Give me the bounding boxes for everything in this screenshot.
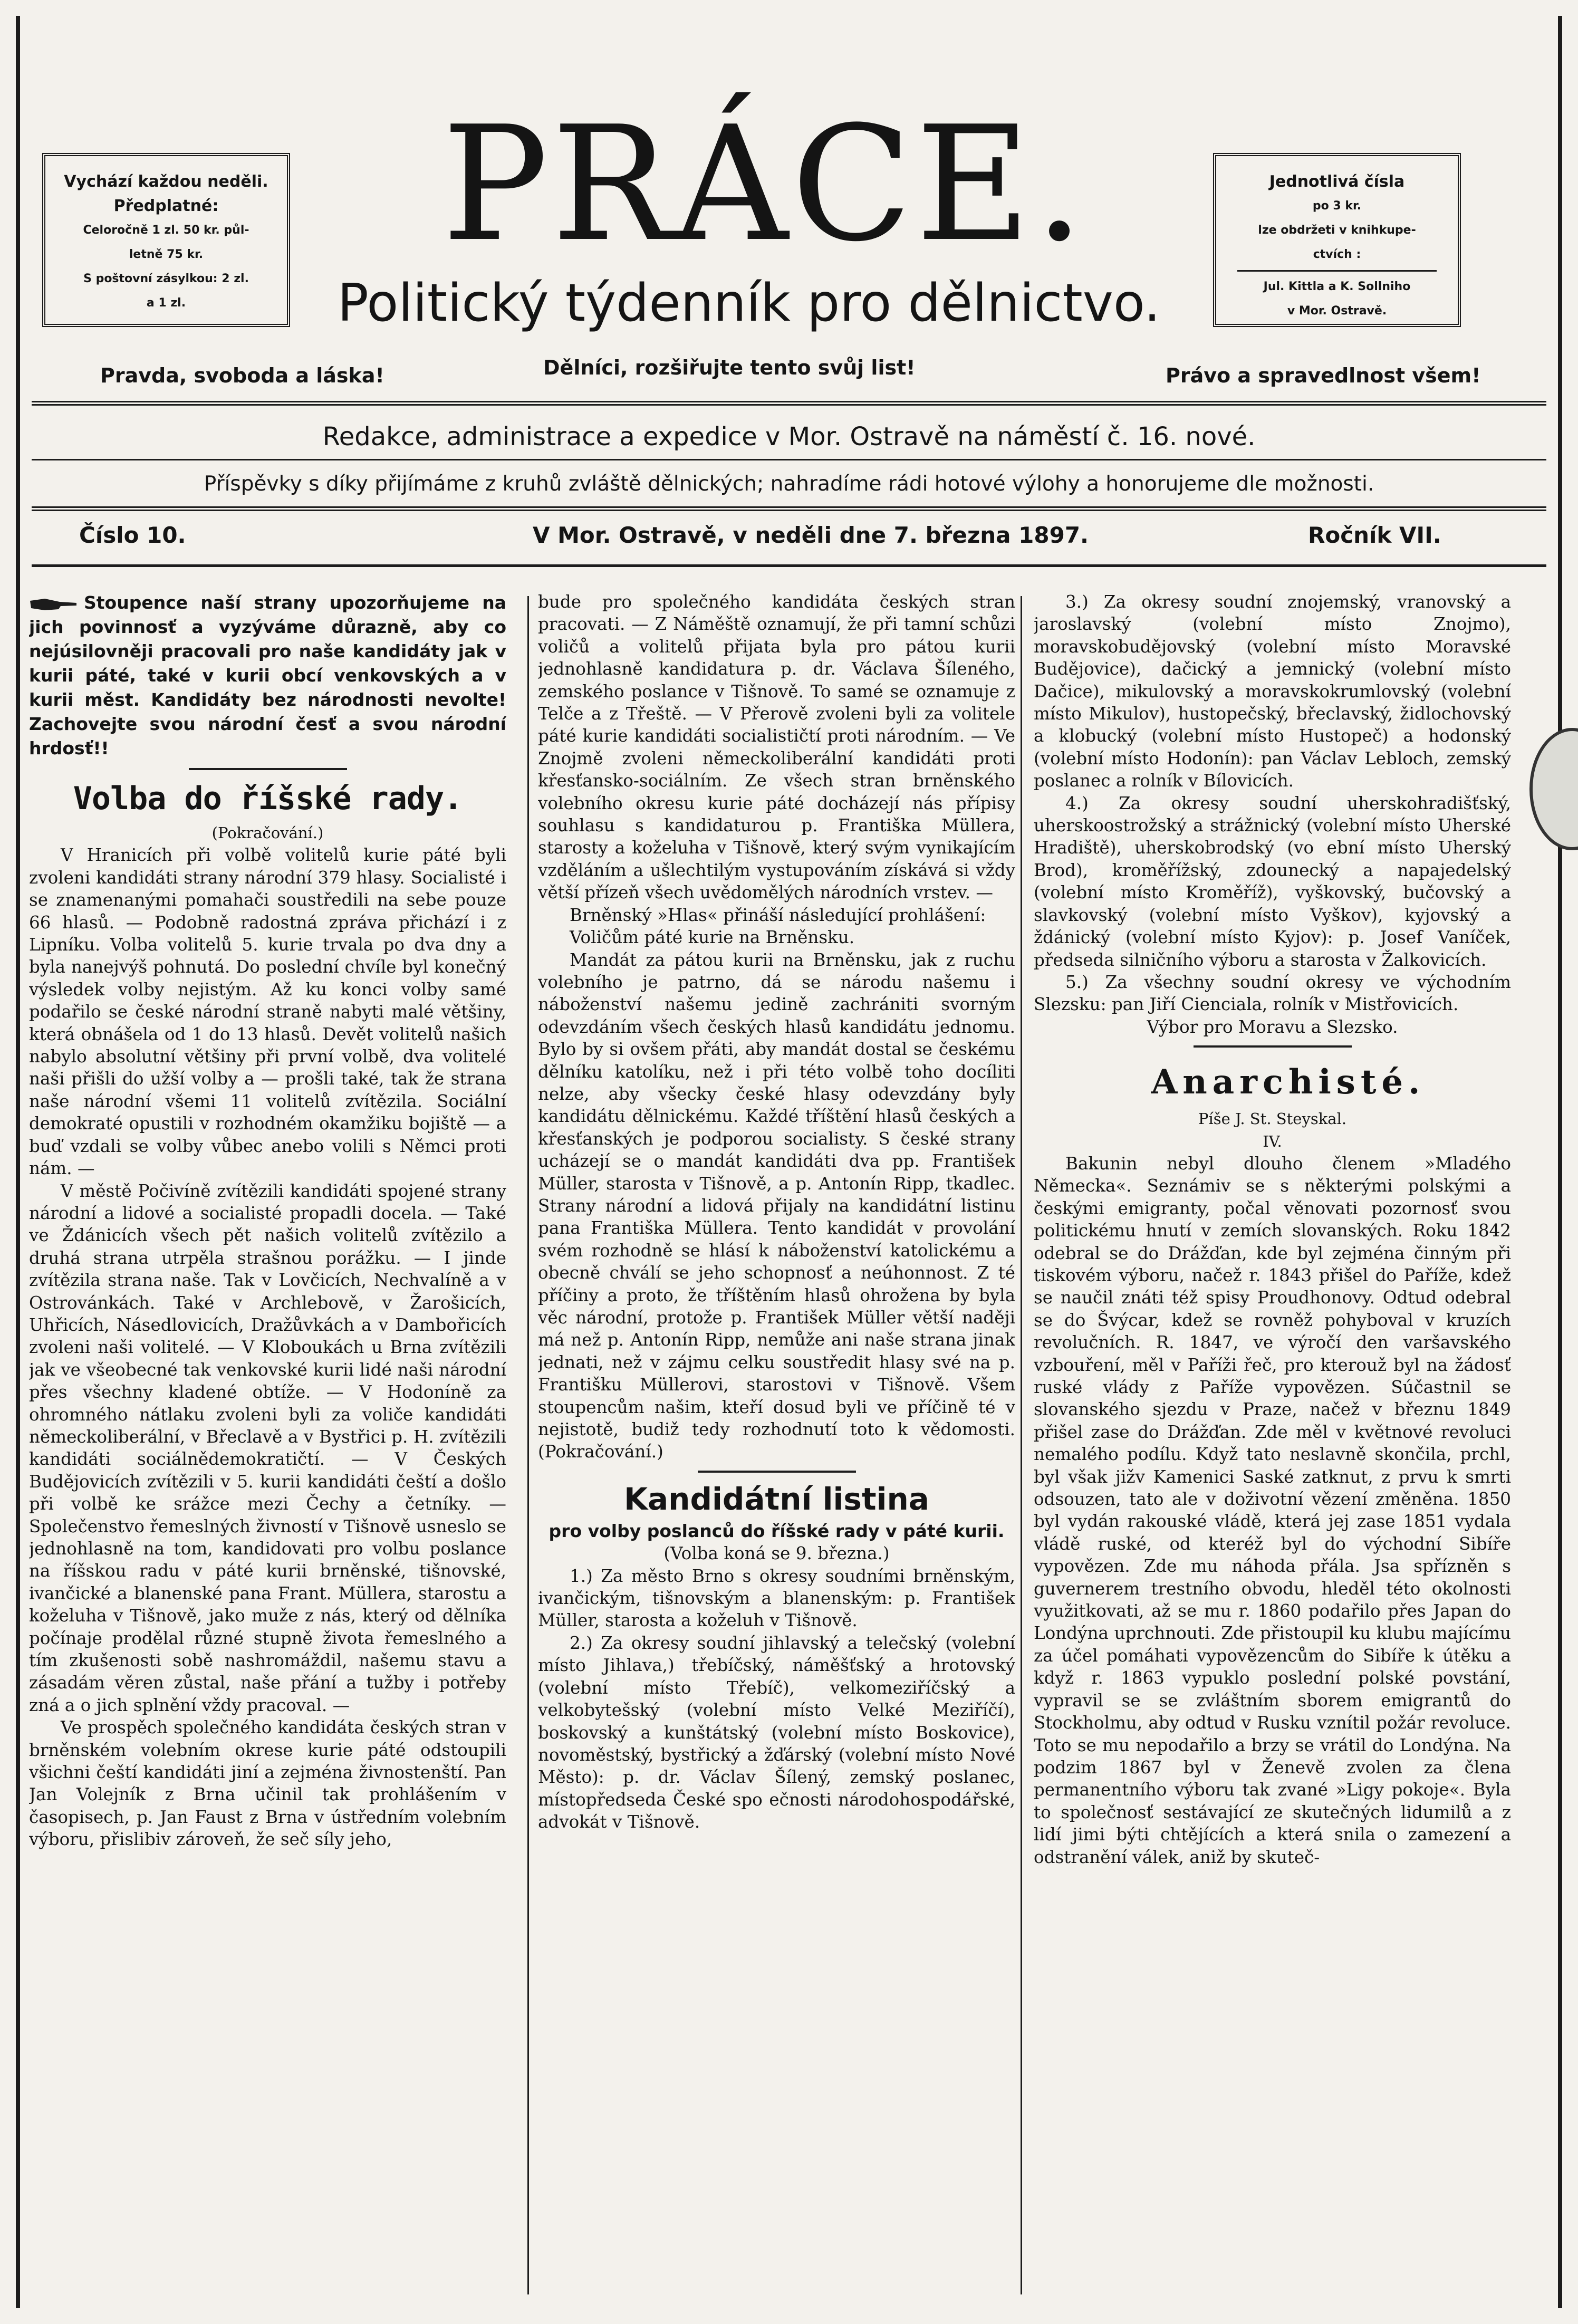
motto-center: Dělníci, rozšiřujte tento svůj list!	[543, 356, 916, 379]
issue-date: V Mor. Ostravě, v neděli dne 7. března 1897.	[533, 522, 1089, 548]
article-part: IV.	[1263, 1132, 1282, 1150]
continued-label: (Pokračování.)	[211, 824, 324, 842]
article-heading-anarchists: Anarchisté.	[1151, 1062, 1426, 1102]
election-date-note: (Volba koná se 9. března.)	[663, 1543, 890, 1564]
article-heading-candidates: Kandidátní listina	[624, 1481, 929, 1517]
column-2	[538, 591, 1015, 2300]
single-issue-line-4: ctvích :	[1313, 248, 1361, 261]
single-issue-line-3: lze obdržeti v knihkupe-	[1258, 224, 1416, 237]
motto-right: Právo a spravedlnost všem!	[1166, 364, 1481, 387]
single-issue-line-5: Jul. Kittla a K. Sollniho	[1263, 280, 1411, 293]
subscription-box	[42, 153, 290, 327]
box-divider	[1237, 270, 1437, 272]
candidate-item-1: 1.) Za město Brno s okresy soudními brněnským, ivančickým, tišnovským a blanenským: p. František Müller, starosta a koželuh v Tišnově.	[538, 1566, 1015, 1631]
section-rule	[189, 768, 347, 770]
single-issue-line-1: Jednotlivá čísla	[1269, 172, 1405, 191]
election-paragraph-1: V Hranicích při volbě volitelů kurie páté byli zvoleni kandidáti strany národní 379 hlasy. Socialisté i se znamenanými pomahači soustředili na sebe pouze 66 hlasů. — Podobně radostná zpráva přichází i z Lipníku. Volba volitelů 5. kurie trvala po dva dny a byla nanejvýš pohnutá. Do poslední chvíle byl konečný výsledek volby nejistým. Až ku konci volby samé podařilo se české národní straně nabyti malé většiny, která obnášela od 1 do 13 hlasů. Devět volitelů našich nabylo absolutní většiny při první volbě, dva volitelé naši přišli do užší volby a — prošli také, tak že strana naše národní všemi 11 volitelů zvítězila. Sociální demokraté opustili v rozhodném okamžiku bojiště — a buď vzdali se volby vůbec anebo volili s Němci proti nám. —	[29, 845, 506, 1179]
volume-number: Ročník VII.	[1308, 522, 1441, 548]
masthead-rule	[32, 401, 1546, 406]
contributions-rule	[32, 506, 1546, 511]
subscription-line-1: Vychází každou neděli.	[64, 172, 268, 191]
candidate-item-2: 2.) Za okresy soudní jihlavský a telečský (volební místo Jihlava,) třebíčský, náměšťský a hrotovský (volební místo Třebíč), velkomeziříčský a velkobytešský (volební místo Velké Meziříčí), boskovský a kunštátský (volební místo Boskovice), novoměstský, bystřický a žďárský (volební místo Nové Město): p. dr. Václav Šílený, zemský poslanec, místopředseda České spo ečnosti národohospodářské, advokát v Tišnově.	[538, 1632, 1015, 1832]
subscription-line-2: Předplatné:	[113, 197, 219, 215]
issue-info-row	[79, 522, 1482, 554]
column-3	[1034, 591, 1511, 2300]
single-issue-line-2: po 3 kr.	[1312, 199, 1362, 213]
article-author: Píše J. St. Steyskal.	[1198, 1110, 1347, 1128]
subscription-line-5: S poštovní zásylkou: 2 zl.	[83, 272, 249, 285]
candidate-item-4: 4.) Za okresy soudní uherskohradišťský, uherskoostrožský a strážnický (volební místo Uherské Hradiště), uherskobrodský (vo ební místo Uherský Brod), kroměřížský, zdounecký a napajedelský (volební místo Kroměříž), vyškovský, bučovský a slavkovský (volební místo Vyškov), kyjovský a ždánický (volební místo Kyjov): p. Josef Vaníček, předseda silničního výboru a starosta v Žalkovicích.	[1034, 793, 1511, 970]
anarchists-paragraph: Bakunin nebyl dlouho členem »Mladého Německa«. Seznámiv se s některými polskými a českými emigranty, počal věnovati pozornosť svou politickému hnutí v zemích slovanských. Roku 1842 odebral se do Drážďan, kde byl zejména činným při tiskovém výboru, načež r. 1843 přišel do Paříže, kdež se naučil znáti též spisy Proudhonovy. Odtud odebral se do Švýcar, kdež se rovněž pohyboval v kruzích revolučních. R. 1847, ve výročí den varšavského vzbouření, měl v Paříži řeč, pro kterouž byl na žádosť ruské vlády z Paříže vypovězen. Súčastnil se slovanského sjezdu v Praze, načež v březnu 1849 přišel zase do Drážďan. Zde měl v květnové revoluci nemalého podílu. Když tato neslavně skončila, prchl, byl však jižv Kamenici Saské zatknut, z prvu k smrti odsouzen, tato ale v doživotní vězení změněna. 1850 byl vydán rakouské vládě, která jej zase 1851 vydala vládě ruské, od kteréž byl do východní Sibíře vypovězen. Zde mu náhoda přála. Jsa spřízněn s guvernerem trestního obvodu, hleděl této okolnosti využitkovati, až se mu r. 1860 podařilo přes Japan do Londýna uprchnouti. Zde přistoupil ku klubu majícímu za účel pomáhati vypovězencům do Sibíře k útěku a když r. 1863 vypuklo poslední polské povstání, vypravil se se zvláštním sborem emigrantů do Stockholmu, aby odtud v Rusku vznítil požár revoluce. Toto se mu nepodařilo a brzy se vrátil do Londýna. Na podzim 1867 byl v Ženevě zvolen za člena permanentního výboru tak zvané »Ligy pokoje«. Byla to společnosť sestávající ze skutečných lidumilů a z lidí jimi býti chtějících a která snila o zamezení a odstranění válek, aniž by skuteč-	[1034, 1153, 1511, 1867]
issue-number: Číslo 10.	[79, 522, 186, 548]
column-rule-2	[1021, 596, 1022, 2294]
candidate-item-3: 3.) Za okresy soudní znojemský, vranovský a jaroslavský (volební místo Znojmo), moravskobudějovský (volební místo Moravské Budějovice), dačický a jemnický (volební místo Dačice), mikulovský a moravskokrumlovský (volební místo Mikulov), hustopečský, břeclavský, židlochovský a klobucký (volební místo Hustopeč) a hodonský (volební místo Hodonín): pan Václav Lebloch, zemský poslanec a rolník v Bílovicích.	[1034, 592, 1511, 791]
subscription-line-3: Celoročně 1 zl. 50 kr. půl-	[83, 224, 249, 237]
party-appeal-text: Stoupence naší strany upozorňujeme na jich povinnosť a vyzýváme důrazně, aby co nejúsilovněji pracovali pro naše kandidáty jak v kurii páté, také v kurii obcí venkovských a v kurii měst. Kandidáty bez národnosti nevolte! Zachovejte svou národní česť a svou národní hrdosť!!	[29, 592, 506, 758]
section-rule-3	[1194, 1045, 1352, 1048]
candidates-subtitle: pro volby poslanců do říšské rady v páté kurii.	[549, 1520, 1005, 1541]
hlas-title: Voličům páté kurie na Brněnsku.	[570, 927, 855, 948]
section-rule-2	[698, 1471, 856, 1473]
address-line: Redakce, administrace a expedice v Mor. Ostravě na náměstí č. 16. nové.	[322, 422, 1256, 452]
pointing-hand-icon	[29, 597, 78, 611]
single-issue-box	[1213, 153, 1461, 327]
newspaper-title: PRÁCE.	[441, 92, 1088, 276]
address-rule	[32, 459, 1546, 460]
hlas-declaration	[538, 949, 1015, 1463]
hlas-intro: Brněnský »Hlas« přináší následující prohlášení:	[570, 905, 986, 925]
article-heading-election: Volba do říšské rady.	[73, 780, 463, 817]
subscription-line-4: letně 75 kr.	[129, 248, 204, 261]
column-rule-1	[527, 596, 529, 2294]
election-paragraph-2: V městě Počivíně zvítězili kandidáti spojené strany národní a lidové a socialisté propadli docela. — Také ve Ždánicích všech pět našich volitelů zvítězilo a druhá strana utrpěla strašnou porážku. — I jinde zvítězila strana naše. Tak v Lovčicích, Nechvalíně a v Ostrovánkách. Také v Archlebově, v Žarošicích, Uhřicích, Násedlovicích, Dražůvkách a v Dambořicích zvoleni naši volitelé. — V Kloboukách u Brna zvítězili jak ve všeobecné tak venkovské kurii lidé naši národní přes všechny kladené obtíže. — V Hodoníně za ohromného nátlaku zvoleni byli za voliče kandidáti německoliberální, v Břeclavě a v Bystřici p. H. zvítězili kandidáti sociálnědemokratičtí. — V Českých Budějovicích zvítězili v 5. kurii kandidáti čeští a došlo při volbě ke srážce mezi Čechy a četníky. — Společenstvo řemeslných živností v Tišnově usneslo se jednohlasně na tom, kandidovati pro volbu poslance na říšskou radu v páté kurii brněnské, tišnovské, ivančické a blanenské pana Frant. Müllera, starostu a koželuha v Tišnově, jako muže z nás, který od dělníka počínaje prodělal různé stupně života řemeslného a tím zkušenosti sobě nashromáždil, našemu stavu a zásadám věren zůstal, naše přání a tužby i potřeby zná a o jich splnění vždy pracoval. —	[29, 1180, 506, 1715]
continued-label-2: (Pokračování.)	[538, 1442, 663, 1462]
election-paragraph-3: Ve prospěch společného kandidáta českých stran v brněnském volebním okrese kurie páté odstoupili všichni čeští kandidáti jiní a zejména živnostenští. Pan Jan Volejník z Brna učinil tak prohlášením v časopisech, p. Jan Faust z Brna v ústředním volebním výboru, přislibiv zároveň, že seč síly jeho,	[29, 1717, 506, 1850]
candidate-item-5: 5.) Za všechny soudní okresy ve východním Slezsku: pan Jiří Cienciala, rolník v Mistřovicích.	[1034, 972, 1511, 1015]
contributions-line: Příspěvky s díky přijímáme z kruhů zvláště dělnických; nahradíme rádi hotové výlohy a honorujeme dle možnosti.	[204, 472, 1374, 496]
subscription-line-6: a 1 zl.	[146, 296, 186, 310]
party-appeal	[29, 591, 506, 761]
committee-signature: Výbor pro Moravu a Slezsko.	[1147, 1016, 1398, 1037]
motto-left: Pravda, svoboda a láska!	[100, 364, 384, 387]
column-1	[29, 591, 506, 2300]
election-paragraph-4: bude pro společného kandidáta českých stran pracovati. — Z Náměště oznamují, že při tamní schůzi voličů a volitelů přijata byla pro pátou kurii jednohlasně kandidatura p. dr. Václava Šíleného, zemského poslance v Tišnově. To samé se oznamuje z Telče a z Třeště. — V Přerově zvoleni byli za volitele páté kurie kandidáti socialističtí proti národním. — Ve Znojmě zvoleni německoliberální kandidáti proti křesťansko-sociálním. Ze všech stran brněnského volebního okresu kurie páté docházejí nás přípisy souhlasu s kandidaturou p. Františka Müllera, starosty a koželuha v Tišnově, který svým vynikajícím vzděláním a ušlechtilým vystupováním získává si vždy větší přízeň všech uvědomělých národních vrstev. —	[538, 592, 1015, 903]
hlas-declaration-text: Mandát za pátou kurii na Brněnsku, jak z ruchu volebního je patrno, dá se národu našemu i náboženství našemu jedině zachrániti svorným odevzdáním všech českých hlasů kandidátu jednomu. Bylo by si ovšem přáti, aby mandát dostal se českému dělníku katolíku, než i při této volbě toho docíliti nelze, aby všecky české hlasy odevzdány byly kandidátu dělnickému. Každé tříštění hlasů českých a křesťanských je podporou socialisty. S české strany ucházejí se o mandát kandidáti dva pp. František Müller, starosta v Tišnově, a p. Antonín Ripp, tkadlec. Strany národní a lidová přijaly na kandidátní listinu pana Františka Müllera. Tento kandidát v provolání svém rozhodně se hlásí k náboženství katolickému a obecně chválí se jeho schopnosť a neúhonnost. Z té příčiny a proto, že tříštěním hlasů ohrožena by byla věc národní, protože p. František Müller větší naději má než p. Antonín Ripp, nemůže ani naše strana jinak jednati, než v zájmu celku soustředit hlasy své na p. Františku Müllerovi, starostovi v Tišnově. Všem stoupencům našim, kteří dosud byli ve příčině té v nejistotě, budiž tedy rozhodnutí toto k vědomosti.	[538, 949, 1015, 1440]
single-issue-line-6: v Mor. Ostravě.	[1287, 304, 1387, 318]
newspaper-subtitle: Politický týdenník pro dělnictvo.	[337, 273, 1161, 333]
issue-rule	[32, 564, 1546, 567]
